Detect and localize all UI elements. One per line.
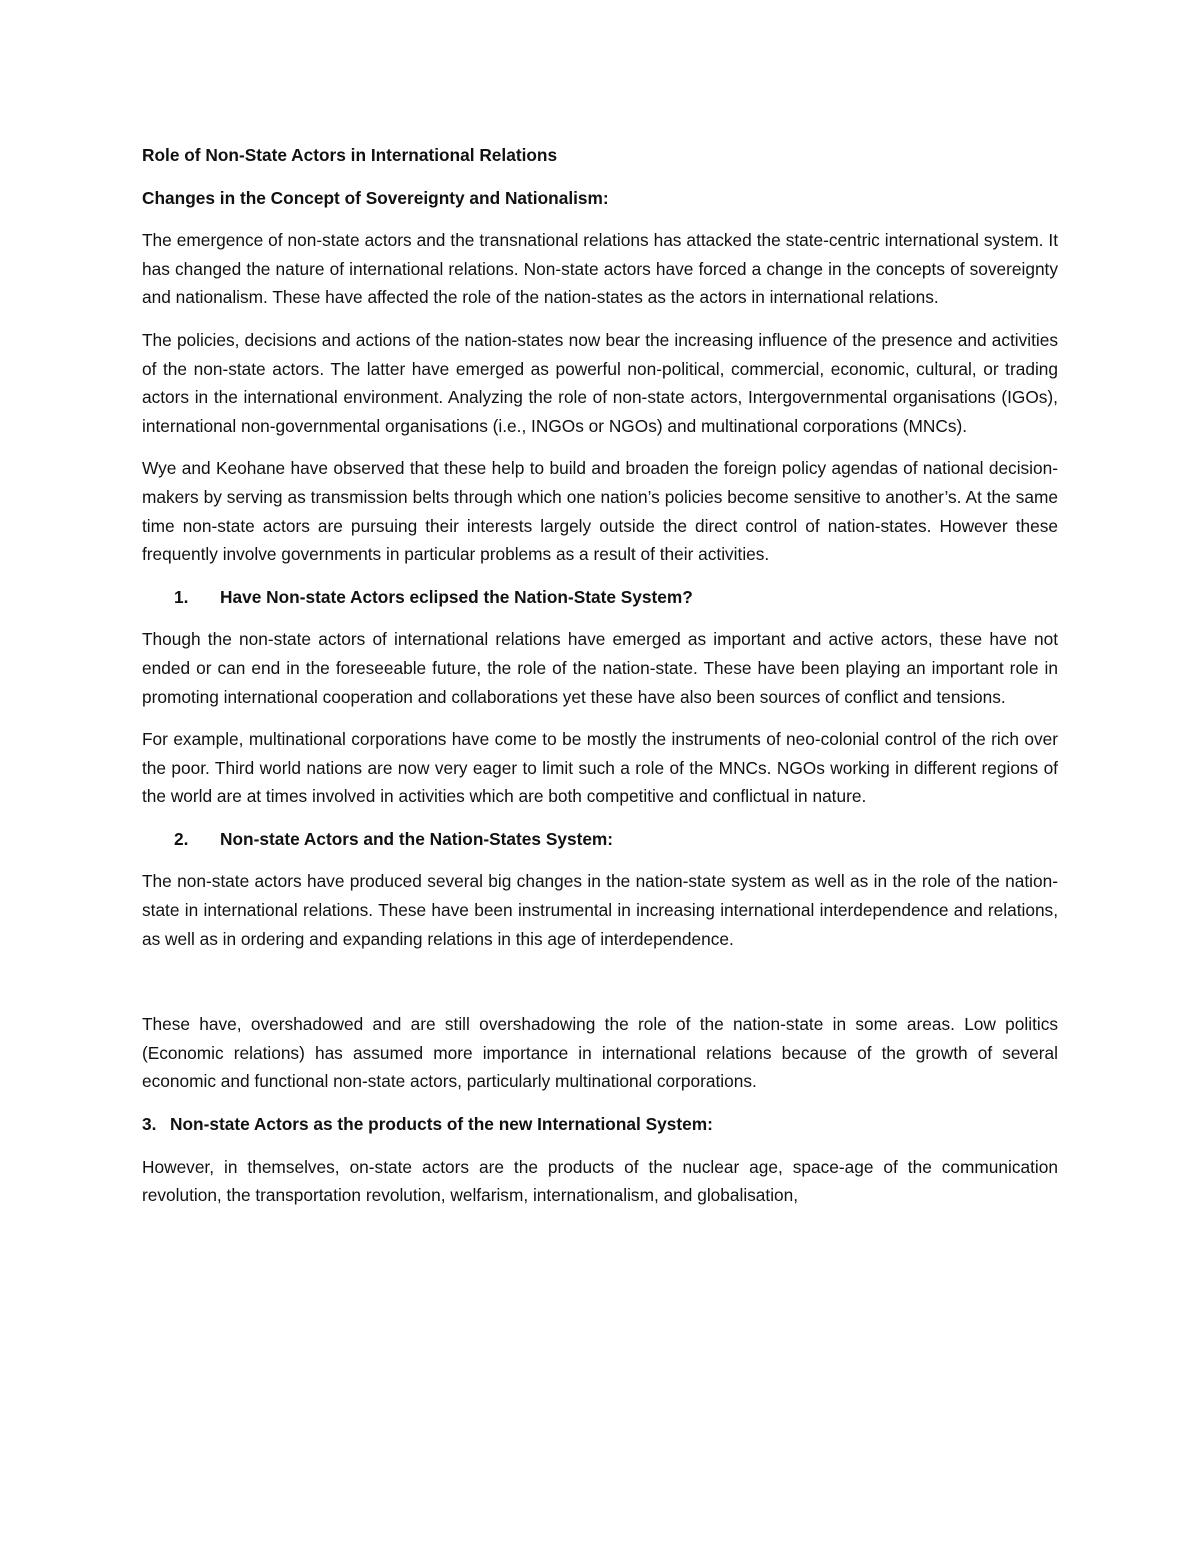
section-3-title: Non-state Actors as the products of the new International System:	[170, 1114, 713, 1135]
section-2-paragraph-1: The non-state actors have produced several big changes in the nation-state system as well as in the role of the nation-state in international relations. These have been instrumental in increasing international interdependence and relations, as well as in ordering and expanding relations in this age of interdependence.	[142, 871, 1058, 949]
section-1-heading	[142, 583, 1058, 612]
section-3-number: 3.	[142, 1114, 157, 1135]
section-3-paragraph-1: However, in themselves, on-state actors are the products of the nuclear age, space-age of the communication revolution, the transportation revolution, welfarism, internationalism, and globalisation,	[142, 1156, 1058, 1206]
section-2-paragraph-2: These have, overshadowed and are still overshadowing the role of the nation-state in some areas. Low politics (Economic relations) has assumed more importance in international relations because of the growth of several economic and functional non-state actors, particularly multinational corporations.	[142, 1014, 1058, 1092]
section-1-paragraph-1: Though the non-state actors of international relations have emerged as important and active actors, these have not ended or can end in the foreseeable future, the role of the nation-state. These have been playing an important role in promoting international cooperation and collaborations yet these have also been sources of conflict and tensions.	[142, 629, 1058, 707]
paragraph-intro-1: The emergence of non-state actors and the transnational relations has attacked the state-centric international system. It has changed the nature of international relations. Non-state actors have forced a change in the concepts of sovereignty and nationalism. These have affected the role of the nation-states as the actors in international relations.	[142, 230, 1058, 308]
document-page	[142, 141, 1058, 1224]
section-3-heading	[142, 1110, 1058, 1139]
section-1-number: 1.	[174, 586, 189, 607]
document-title: Role of Non-State Actors in International Relations	[142, 145, 558, 165]
section-subheading: Changes in the Concept of Sovereignty and Nationalism:	[142, 187, 609, 208]
paragraph-intro-2: The policies, decisions and actions of the nation-states now bear the increasing influence of the presence and activities of the non-state actors. The latter have emerged as powerful non-political, commercial, economic, cultural, or trading actors in the international environment. Analyzing the role of non-state actors, Intergovernmental organisations (IGOs), international non-governmental organisations (i.e., INGOs or NGOs) and multinational corporations (MNCs).	[142, 329, 1058, 436]
paragraph-intro-3: Wye and Keohane have observed that these help to build and broaden the foreign policy agendas of national decision-makers by serving as transmission belts through which one nation’s policies become sensitive to another’s. At the same time non-state actors are pursuing their interests largely outside the direct control of nation-states. However these frequently involve governments in particular problems as a result of their activities.	[142, 458, 1058, 565]
section-2-title: Non-state Actors and the Nation-States System:	[220, 828, 614, 849]
section-1-title: Have Non-state Actors eclipsed the Nation-State System?	[220, 586, 693, 607]
section-1-paragraph-2: For example, multinational corporations have come to be mostly the instruments of neo-colonial control of the rich over the poor. Third world nations are now very eager to limit such a role of the MNCs. NGOs working in different regions of the world are at times involved in activities which are both competitive and conflictual in nature.	[142, 729, 1058, 807]
section-2-number: 2.	[174, 828, 189, 849]
section-2-heading	[142, 825, 1058, 854]
blank-line	[142, 967, 1058, 1010]
